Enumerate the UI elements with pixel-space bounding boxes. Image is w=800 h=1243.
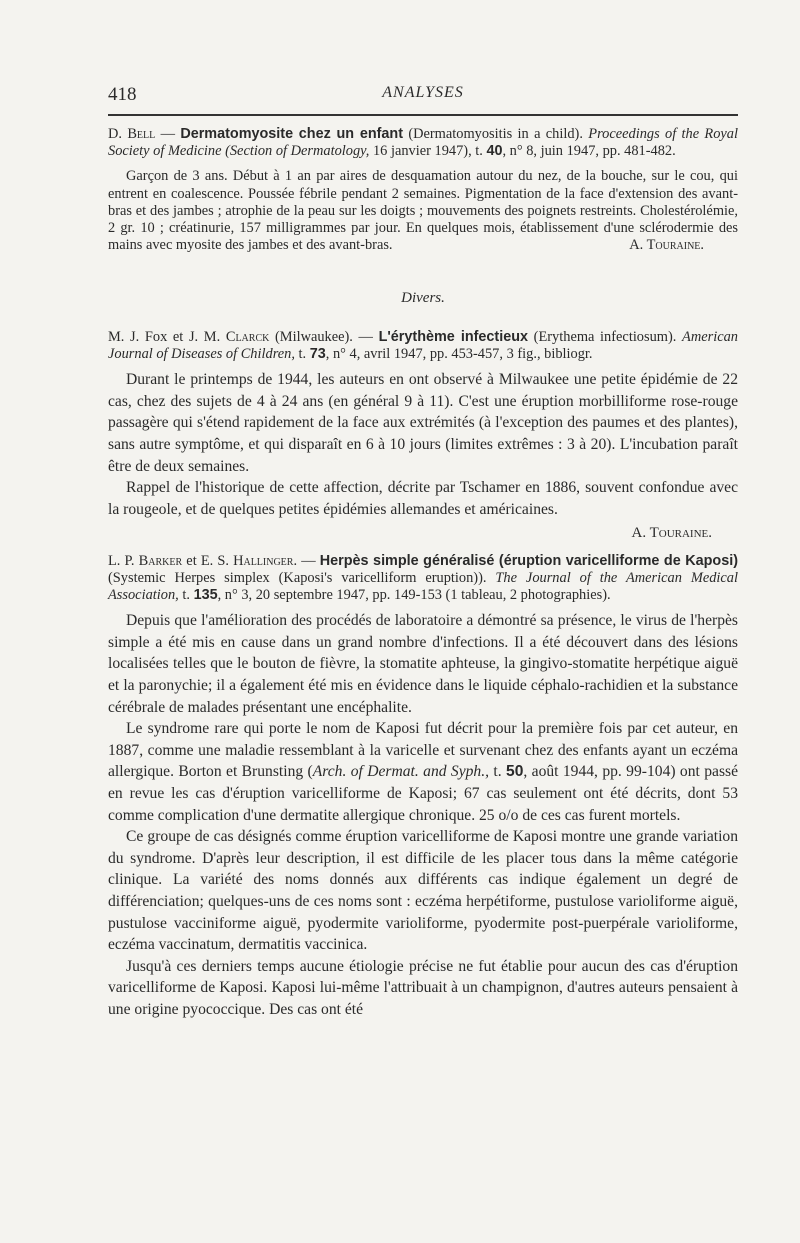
article-reference: D. Bell — Dermatomyosite chez un enfant (Dermatomyositis in a child). Proceedings of the Royal Society of Medicine (Section of Dermatology, 16 janvier 1947), t. 40, n° 8, juin 1947, pp. 481-482.: [108, 126, 738, 160]
header-rule: [108, 114, 738, 116]
article-bell: [108, 126, 738, 255]
article-reference: L. P. Barker et E. S. Hallinger. — Herpès simple généralisé (éruption varicelliforme de Kaposi) (Systemic Herpes simplex (Kaposi's varicelliform eruption)). The Journal of the American Medical Association, t. 135, n° 3, 20 septembre 1947, pp. 149-153 (1 tableau, 2 photographies).: [108, 552, 739, 603]
article-body: Garçon de 3 ans. Début à 1 an par aires de desquamation autour du nez, de la bouche, sur le cou, qui entrent en coalescence. Poussée fébrile pendant 2 semaines. Pigmentation de la face d'extension des avant-bras et des jambes ; atrophie de la peau sur les doigts ; mouvements des poignets restreints. Cholestérolémie, 2 gr. 10 ; créatinurie, 157 milligrammes par jour. En quelques mois, établissement d'une sclérodermie des mains avec myosite des jambes et des avant-bras.: [108, 168, 738, 254]
journal-name: The Journal of the American Medical Association,: [108, 569, 738, 603]
volume-number: 40: [486, 143, 503, 160]
volume-number: 50: [506, 763, 524, 781]
author-name: Clarck: [225, 328, 270, 345]
article-paragraph: Jusqu'à ces derniers temps aucune étiologie précise ne fut établie pour aucun des cas d'éruption varicelliforme de Kaposi. Kaposi lui-même l'attribuait à un champignon, d'autres auteurs pensaient à une origine pyococcique. Des cas ont été: [108, 957, 738, 1018]
running-header: [108, 80, 738, 120]
article-paragraph: Ce groupe de cas désignés comme éruption varicelliforme de Kaposi montre une grande variation du syndrome. D'après leur description, il est difficile de les placer tous dans la même catégorie clinique. La variété des noms donnés aux différents cas indique également un degré de différenciation; quelques-uns de ces noms sont : eczéma herpétiforme, pustulose varioliforme aiguë, pustulose vacciniforme aiguë, pyodermite varioliforme, pyodermite post-puerpérale varioliforme, eczéma vaccinatum, dermatitis vaccinica.: [108, 828, 738, 954]
article-title: L'érythème infectieux: [378, 328, 529, 345]
author-name: Barker: [138, 552, 183, 569]
page-content: [108, 126, 738, 1020]
reviewer-signature: A. Touraine.: [631, 525, 712, 542]
volume-number: 135: [193, 587, 218, 603]
article-reference: M. J. Fox et J. M. Clarck (Milwaukee). — L'érythème infectieux (Erythema infectiosum). American Journal of Diseases of Children, t. 73, n° 4, avril 1947, pp. 453-457, 3 fig., bibliogr.: [108, 328, 738, 363]
journal-citation: Arch. of Dermat. and Syph.,: [312, 763, 490, 781]
article-paragraph: Durant le printemps de 1944, les auteurs en ont observé à Milwaukee une petite épidémie de 22 cas, chez des sujets de 4 à 24 ans (en général 9 à 11). C'est une éruption morbilliforme rose-rouge passagère qui s'étend rapidement de la face aux extrémités (à l'exception des paumes et des plantes), sans autre symptôme, et qui disparaît en 6 à 10 jours (limites extrêmes : 3 à 20). L'incubation paraît être de deux semaines.: [108, 371, 738, 475]
article-paragraph: Depuis que l'amélioration des procédés de laboratoire a démontré sa présence, le virus de l'herpès simple a été mis en cause dans un grand nombre d'infections. Il a été découvert dans des lésions localisées telles que le bouton de fièvre, la stomatite aphteuse, la gingivo-stomatite herpétique aiguë et la paronychie; il a également été mis en évidence dans le liquide céphalo-rachidien et la substance cérébrale de malades présentant une encéphalite.: [108, 612, 738, 716]
journal-name: Proceedings of the Royal Society of Medicine (Section of Dermatology,: [108, 126, 738, 160]
section-heading: Divers.: [401, 289, 445, 306]
volume-number: 73: [309, 346, 326, 363]
article-fox-clarck: [108, 329, 738, 543]
reviewer-signature: A. Touraine.: [629, 237, 704, 254]
article-barker-hallinger: [108, 553, 738, 1021]
article-paragraph: Le syndrome rare qui porte le nom de Kaposi fut décrit pour la première fois par cet auteur, en 1887, comme une maladie ressemblant à la varicelle et survenant chez des enfants ayant un eczéma allergique. Borton et Brunsting (Arch. of Dermat. and Syph., t. 50, août 1944, pp. 99-104) ont passé en revue les cas d'éruption varicelliforme de Kaposi; 67 cas seulement ont été décrits, dont 53 comme complication d'une dermatite allergique chronique. 25 o/o de ces cas furent mortels.: [108, 720, 738, 824]
journal-name: American Journal of Diseases of Children,: [108, 328, 738, 363]
running-title: ANALYSES: [382, 84, 464, 101]
author-name: Hallinger: [233, 552, 294, 569]
author-name: Bell: [127, 126, 156, 142]
article-title: Dermatomyosite chez un enfant: [180, 126, 403, 142]
article-paragraph: Rappel de l'historique de cette affection, décrite par Tschamer en 1886, souvent confondue avec la rougeole, et de quelques petites épidémies allemandes et américaines.: [108, 479, 738, 518]
page-number: 418: [108, 84, 137, 105]
article-title: Herpès simple généralisé (éruption varicelliforme de Kaposi): [319, 552, 739, 569]
